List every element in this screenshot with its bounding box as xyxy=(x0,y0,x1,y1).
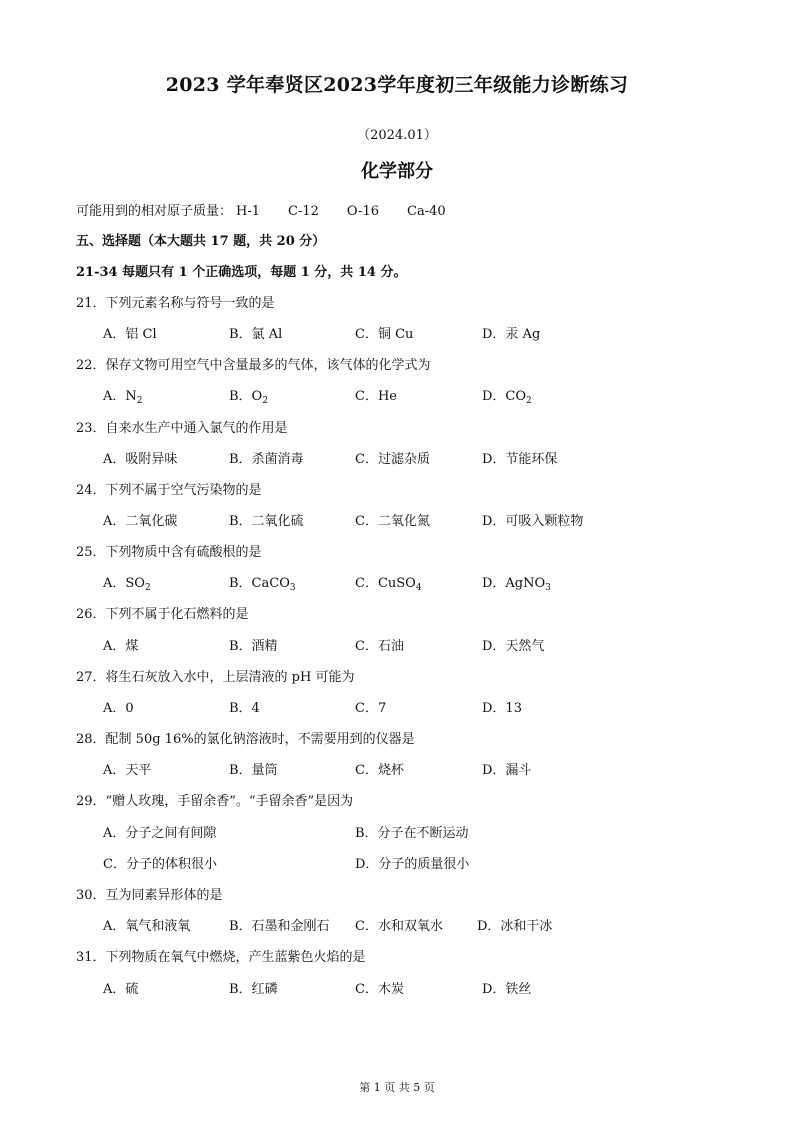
option: C．木炭 xyxy=(355,982,404,997)
option: C．烧杯 xyxy=(355,763,404,778)
option: A．分子之间有间隙 xyxy=(103,826,217,841)
question-stem: 22．保存文物可用空气中含量最多的气体，该气体的化学式为 xyxy=(76,358,431,373)
option: D．漏斗 xyxy=(482,763,532,778)
option: C．二氧化氮 xyxy=(355,514,430,529)
option: A．铝 Cl xyxy=(103,327,157,342)
option: D．冰和干冰 xyxy=(477,919,553,934)
option: D．$CO_2$ xyxy=(482,389,532,406)
option: B．CaCO$_3$ xyxy=(229,576,296,593)
option: D．13 xyxy=(482,701,522,716)
option: D．节能环保 xyxy=(482,452,558,467)
option: A．天平 xyxy=(103,763,152,778)
option: A．0 xyxy=(103,701,134,716)
option: B．二氧化硫 xyxy=(229,514,304,529)
atomic-mass-label: 可能用到的相对原子质量： xyxy=(76,204,233,219)
option: D．可吸入颗粒物 xyxy=(482,514,584,529)
question-stem: 24．下列不属于空气污染物的是 xyxy=(76,483,262,498)
option: C．铜 Cu xyxy=(355,327,414,342)
option: B．红磷 xyxy=(229,982,278,997)
option: B．分子在不断运动 xyxy=(355,826,469,841)
option: B．杀菌消毒 xyxy=(229,452,304,467)
option: C．过滤杂质 xyxy=(355,452,430,467)
option: A．氧气和液氧 xyxy=(103,919,191,934)
question-stem: 27．将生石灰放入水中，上层清液的 pH 可能为 xyxy=(76,670,355,685)
question-stem: 21．下列元素名称与符号一致的是 xyxy=(76,296,275,311)
option: C．7 xyxy=(355,701,387,716)
part-heading: 五、选择题（本大题共 17 题，共 20 分） xyxy=(76,234,326,249)
atomic-mass-item: H-1 xyxy=(236,204,261,219)
option: C．石油 xyxy=(355,639,404,654)
question-stem: 28．配制 50g 16%的氯化钠溶液时，不需要用到的仪器是 xyxy=(76,732,415,747)
option: A．二氧化碳 xyxy=(103,514,178,529)
question-stem: 23．自来水生产中通入氯气的作用是 xyxy=(76,421,288,436)
option: B．酒精 xyxy=(229,639,278,654)
page-title: 2023 学年奉贤区2023学年度初三年级能力诊断练习 xyxy=(165,74,629,96)
atomic-mass-item: Ca-40 xyxy=(407,204,446,219)
option: C．水和双氧水 xyxy=(355,919,443,934)
option: C．CuSO$_4$ xyxy=(355,576,422,593)
option: A．$N_2$ xyxy=(103,389,143,406)
option: A．$SO_2$ xyxy=(103,576,151,593)
question-stem: 31．下列物质在氧气中燃烧，产生蓝紫色火焰的是 xyxy=(76,950,366,965)
option: A．吸附异味 xyxy=(103,452,178,467)
question-stem: 25．下列物质中含有硫酸根的是 xyxy=(76,545,262,560)
option: B．$O_2$ xyxy=(229,389,268,406)
part-subheading: 21-34 每题只有 1 个正确选项，每题 1 分，共 14 分。 xyxy=(76,265,407,280)
option: C．分子的体积很小 xyxy=(103,857,217,872)
option: D．汞 Ag xyxy=(482,327,541,342)
option: D．铁丝 xyxy=(482,982,532,997)
option: B．量筒 xyxy=(229,763,278,778)
option: A．硫 xyxy=(103,982,139,997)
exam-date: （2024.01） xyxy=(357,128,437,143)
atomic-mass-line xyxy=(76,200,474,219)
option: C．He xyxy=(355,389,397,404)
option: B．4 xyxy=(229,701,260,716)
atomic-mass-item: C-12 xyxy=(288,204,319,219)
option: B．石墨和金刚石 xyxy=(229,919,330,934)
question-stem: 29．“赠人玫瑰，手留余香”。“手留余香”是因为 xyxy=(76,794,354,809)
question-stem: 30．互为同素异形体的是 xyxy=(76,888,223,903)
option: A．煤 xyxy=(103,639,139,654)
page-footer: 第 1 页 共 5 页 xyxy=(359,1081,435,1094)
question-stem: 26．下列不属于化石燃料的是 xyxy=(76,607,249,622)
option: B．氯 Al xyxy=(229,327,283,342)
option: D．分子的质量很小 xyxy=(355,857,470,872)
atomic-mass-item: O-16 xyxy=(346,204,379,219)
option: D．天然气 xyxy=(482,639,545,654)
section-title: 化学部分 xyxy=(361,161,433,182)
option: D．AgNO$_3$ xyxy=(482,576,551,593)
